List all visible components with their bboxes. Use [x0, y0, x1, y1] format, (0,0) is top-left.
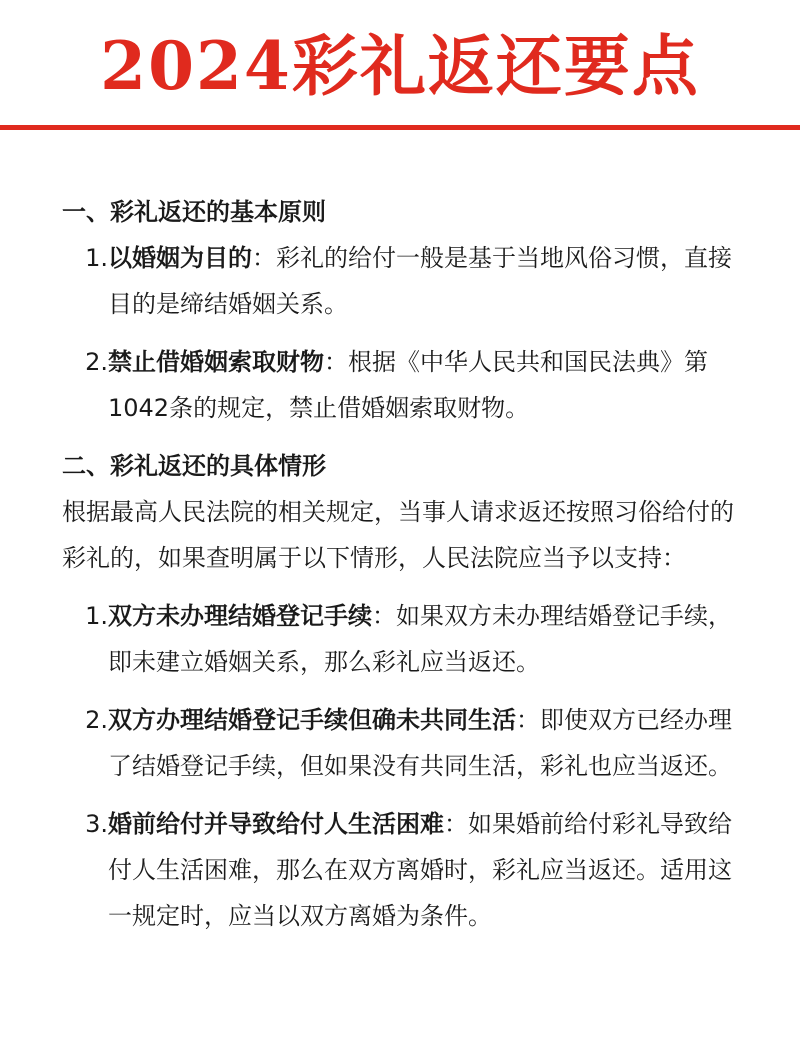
- list-item: [62, 697, 752, 789]
- list-item-text: 即使双方已经办理了结婚登记手续，但如果没有共同生活，彩礼也应当返还。: [108, 706, 732, 780]
- list-item-body: [108, 339, 752, 431]
- list-item-number: 3.: [85, 810, 108, 838]
- list-item: [62, 339, 752, 431]
- list-item: [62, 593, 752, 685]
- list-item-lead: 以婚姻为目的: [108, 244, 252, 272]
- list-item-text: 如果双方未办理结婚登记手续，即未建立婚姻关系，那么彩礼应当返还。: [108, 602, 732, 676]
- article-body: [62, 189, 752, 951]
- list-item-body: [108, 801, 752, 939]
- list-item-number: 1.: [85, 244, 108, 272]
- list-item-text: 根据《中华人民共和国民法典》第1042条的规定，禁止借婚姻索取财物。: [108, 348, 708, 422]
- section-intro: 根据最高人民法院的相关规定，当事人请求返还按照习俗给付的彩礼的，如果查明属于以下情形，人民法院应当予以支持：: [62, 498, 734, 572]
- list-item-separator: ：: [324, 348, 348, 376]
- list-item-lead: 双方未办理结婚登记手续: [108, 602, 372, 630]
- title-divider: [0, 125, 800, 130]
- list-item-number: 2.: [85, 706, 108, 734]
- list-item-body: [108, 235, 752, 327]
- list-item-body: [108, 593, 752, 685]
- list-item-separator: ：: [372, 602, 396, 630]
- list-item-separator: ：: [252, 244, 276, 272]
- list-item-lead: 双方办理结婚登记手续但确未共同生活: [108, 706, 516, 734]
- page-title: 2024彩礼返还要点: [100, 27, 700, 105]
- list-item-text: 如果婚前给付彩礼导致给付人生活困难，那么在双方离婚时，彩礼应当返还。适用这一规定时，应当以双方离婚为条件。: [108, 810, 732, 930]
- list-item: [62, 801, 752, 939]
- list-item-lead: 婚前给付并导致给付人生活困难: [108, 810, 444, 838]
- list-item-number: 1.: [85, 602, 108, 630]
- list-item-separator: ：: [444, 810, 468, 838]
- list-item-body: [108, 697, 752, 789]
- list-item-number: 2.: [85, 348, 108, 376]
- section-heading-circumstances: 二、彩礼返还的具体情形: [62, 452, 326, 480]
- list-item-text: 彩礼的给付一般是基于当地风俗习惯，直接目的是缔结婚姻关系。: [108, 244, 732, 318]
- section-heading-principles: 一、彩礼返还的基本原则: [62, 198, 326, 226]
- list-item: [62, 235, 752, 327]
- list-item-separator: ：: [516, 706, 540, 734]
- list-item-lead: 禁止借婚姻索取财物: [108, 348, 324, 376]
